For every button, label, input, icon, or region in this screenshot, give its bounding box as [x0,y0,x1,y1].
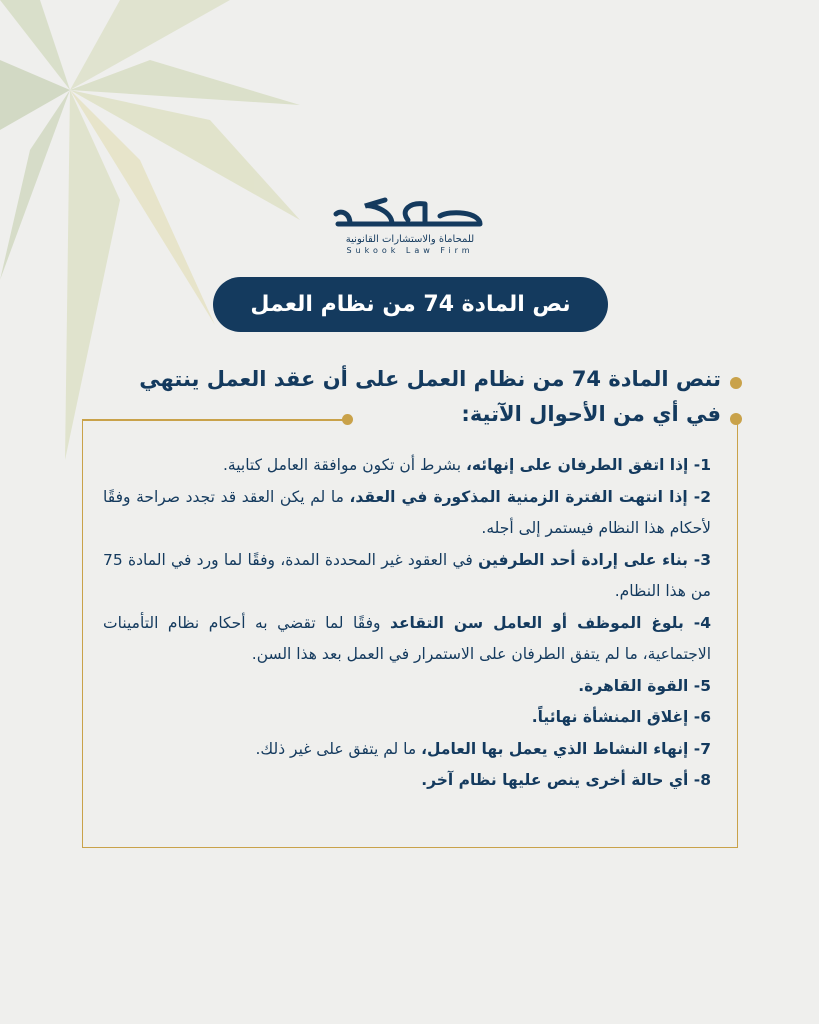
bullet-icon [730,377,742,389]
item-heading: 4- بلوغ الموظف أو العامل سن التقاعد [389,613,711,632]
logo-wordmark-icon [330,192,490,232]
item-text: ما لم يكن العقد قد تجدد صراحة وفقًا لأحكام هذا النظام فيستمر إلى أجله. [103,487,711,537]
sukook-logo [320,192,500,255]
item-text: ما لم يتفق على غير ذلك. [255,739,422,758]
list-item [103,702,711,734]
conditions-list [103,450,711,797]
list-item [103,482,711,545]
list-item [103,450,711,482]
item-heading: 6- إغلاق المنشأة نهائياً. [531,708,711,726]
item-text: وفقًا لما تقضي به أحكام نظام التأمينات الاجتماعية، ما لم يتفق الطرفان على الاستمرار في العمل بعد هذا السن. [103,613,711,663]
item-text: في العقود غير المحددة المدة، وفقًا لما ورد في المادة 75 من هذا النظام. [103,550,711,600]
list-item [103,545,711,608]
item-heading: 3- بناء على إرادة أحد الطرفين [478,550,711,569]
intro-line-2: في أي من الأحوال الآتية: [461,402,721,426]
item-text: بشرط أن تكون موافقة العامل كتابية. [222,456,466,474]
item-heading: 5- القوة القاهرة. [578,676,711,695]
list-item [103,608,711,671]
item-heading: 2- إذا انتهت الفترة الزمنية المذكورة في العقد، [349,487,711,506]
item-heading: 8- أي حالة أخرى ينص عليها نظام آخر. [421,771,711,789]
list-item [103,734,711,766]
list-item [103,671,711,703]
decorative-palm-leaves [0,0,320,470]
item-heading: 7- إنهاء النشاط الذي يعمل بها العامل، [421,739,711,758]
logo-arabic-subtitle: للمحاماة والاستشارات القانونية [345,234,475,245]
list-item [103,765,711,797]
item-heading: 1- إذا اتفق الطرفان على إنهائه، [465,456,711,474]
intro-line-1: تنص المادة 74 من نظام العمل على أن عقد العمل ينتهي [139,367,721,391]
page-title: نص المادة 74 من نظام العمل [213,277,608,332]
logo-english-subtitle: Sukook Law Firm [346,246,474,255]
